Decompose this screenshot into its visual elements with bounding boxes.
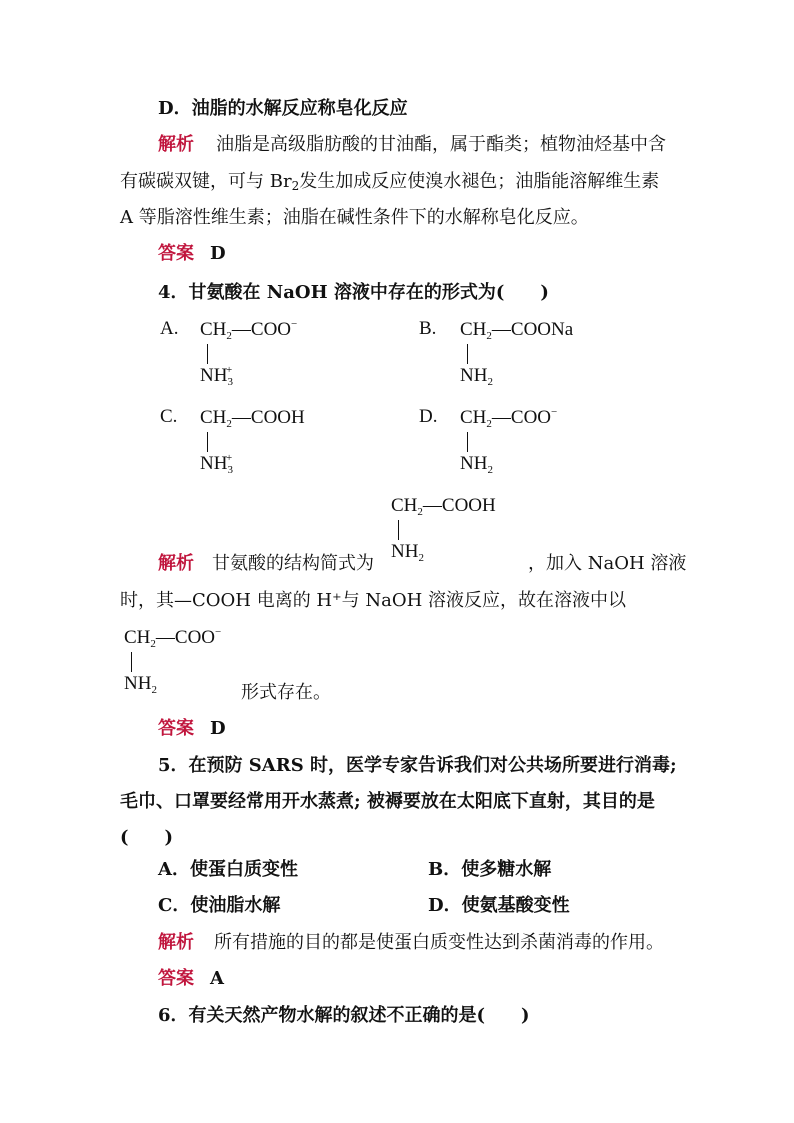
- bond-line: [131, 652, 132, 672]
- bond-line: [207, 344, 208, 364]
- q4-answer: [158, 717, 226, 741]
- q4-stem: 4．甘氨酸在 NaOH 溶液中存在的形式为( ): [158, 282, 549, 303]
- bond-line: [467, 432, 468, 452]
- answer-value: D: [210, 718, 226, 739]
- q4-analysis-line1: 解析 甘氨酸的结构简式为: [158, 553, 374, 574]
- answer-label: 答案: [158, 718, 194, 739]
- q5-option-a: A．使蛋白质变性: [158, 859, 298, 880]
- q3-analysis-line2: 有碳碳双键，可与 Br2发生加成反应使溴水褪色；油脂能溶解维生素: [120, 171, 660, 193]
- q4-analysis-line2: 时，其—COOH 电离的 H⁺与 NaOH 溶液反应，故在溶液中以: [120, 590, 627, 611]
- analysis-label: 解析: [158, 932, 194, 953]
- q6-stem: 6．有关天然产物水解的叙述不正确的是( ): [158, 1005, 530, 1026]
- q3-answer: [158, 242, 226, 266]
- q3-analysis-text-1: 油脂是高级脂肪酸的甘油酯，属于酯类；植物油烃基中含: [216, 134, 666, 155]
- q5-stem-line2: 毛巾、口罩要经常用开水蒸煮; 被褥要放在太阳底下直射，其目的是: [120, 791, 655, 812]
- analysis-label: 解析: [158, 553, 194, 574]
- answer-label: 答案: [158, 968, 194, 989]
- q5-stem-line1: 5．在预防 SARS 时，医学专家告诉我们对公共场所要进行消毒;: [158, 755, 677, 776]
- answer-value: A: [210, 968, 224, 989]
- q5-option-b: B．使多糖水解: [428, 859, 552, 880]
- q5-answer: [158, 967, 224, 991]
- q5-analysis: 解析 所有措施的目的都是使蛋白质变性达到杀菌消毒的作用。: [158, 932, 664, 953]
- q5-option-c: C．使油脂水解: [158, 895, 281, 916]
- analysis-label: 解析: [158, 134, 194, 155]
- answer-value: D: [210, 243, 226, 264]
- q4-analysis-line3: 形式存在。: [241, 682, 331, 703]
- q3-option-d: D．油脂的水解反应称皂化反应: [158, 98, 408, 119]
- q3-analysis-line1: [158, 133, 666, 157]
- q4-option-b-letter: B.: [419, 318, 437, 339]
- q4-option-c-letter: C.: [160, 406, 178, 427]
- bond-line: [207, 432, 208, 452]
- q5-option-d: D．使氨基酸变性: [428, 895, 570, 916]
- q4-analysis-line1-tail: ，加入 NaOH 溶液: [528, 553, 687, 574]
- q4-option-d-letter: D.: [419, 406, 438, 427]
- q3-analysis-line3: A 等脂溶性维生素；油脂在碱性条件下的水解称皂化反应。: [120, 207, 589, 228]
- q5-stem-line3: ( ): [120, 827, 174, 848]
- q4-option-a-letter: A.: [160, 318, 179, 339]
- bond-line: [467, 344, 468, 364]
- bond-line: [398, 520, 399, 540]
- answer-label: 答案: [158, 243, 194, 264]
